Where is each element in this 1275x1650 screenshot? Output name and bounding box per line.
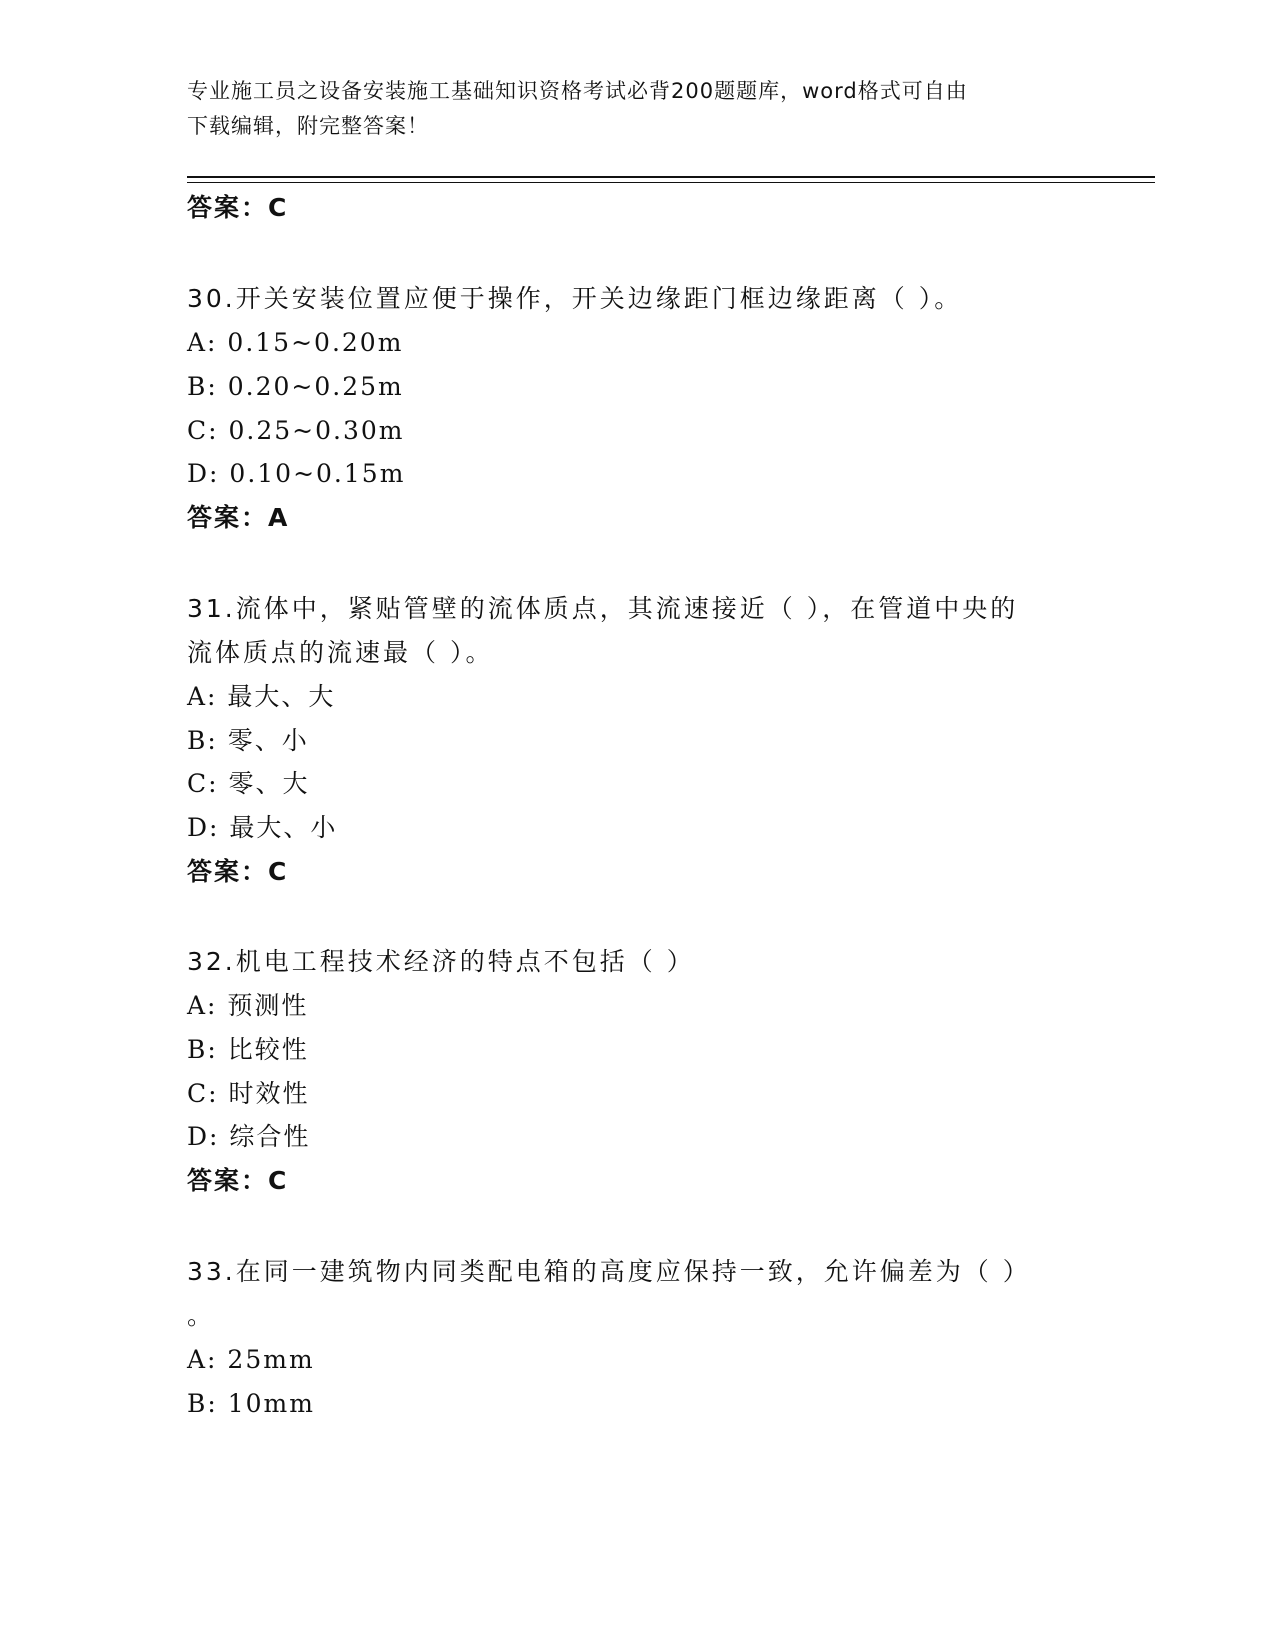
q30-option-d: D: 0.10~0.15m [187,459,406,488]
q31-option-d: D: 最大、小 [187,813,338,842]
header-line-1: 专业施工员之设备安装施工基础知识资格考试必背200题题库，word格式可自由 [187,79,968,103]
document-header [187,74,1067,144]
prev-answer: 答案：C [187,193,289,222]
q32-option-d: D: 综合性 [187,1122,311,1151]
q32-option-c: C: 时效性 [187,1079,310,1108]
q33-option-a: A: 25mm [187,1345,315,1374]
q30-stem: 30.开关安装位置应便于操作，开关边缘距门框边缘距离（ ）。 [187,284,963,313]
q30-option-b: B: 0.20~0.25m [187,372,404,401]
q31-option-a: A: 最大、大 [187,682,336,711]
q31-stem-line-2: 流体质点的流速最（ ）。 [187,638,494,667]
q33-option-b: B: 10mm [187,1389,315,1418]
q30-option-a: A: 0.15~0.20m [187,328,404,357]
q31-stem-line-1: 31.流体中，紧贴管壁的流体质点，其流速接近（ ），在管道中央的 [187,594,1019,623]
header-divider-thin [187,182,1155,183]
header-line-2: 下载编辑，附完整答案！ [187,114,429,138]
q32-answer: 答案：C [187,1166,289,1195]
q32-option-a: A: 预测性 [187,991,309,1020]
q31-answer: 答案：C [187,857,289,886]
q33-stem-line-2: 。 [187,1301,216,1330]
q32-option-b: B: 比较性 [187,1035,309,1064]
q32-stem: 32.机电工程技术经济的特点不包括（ ） [187,947,695,976]
q33-stem-line-1: 33.在同一建筑物内同类配电箱的高度应保持一致，允许偏差为（ ） [187,1257,1031,1286]
q31-option-b: B: 零、小 [187,726,309,755]
header-divider-thick [187,176,1155,178]
q30-option-c: C: 0.25~0.30m [187,416,405,445]
q31-option-c: C: 零、大 [187,769,310,798]
q30-answer: 答案：A [187,503,290,532]
